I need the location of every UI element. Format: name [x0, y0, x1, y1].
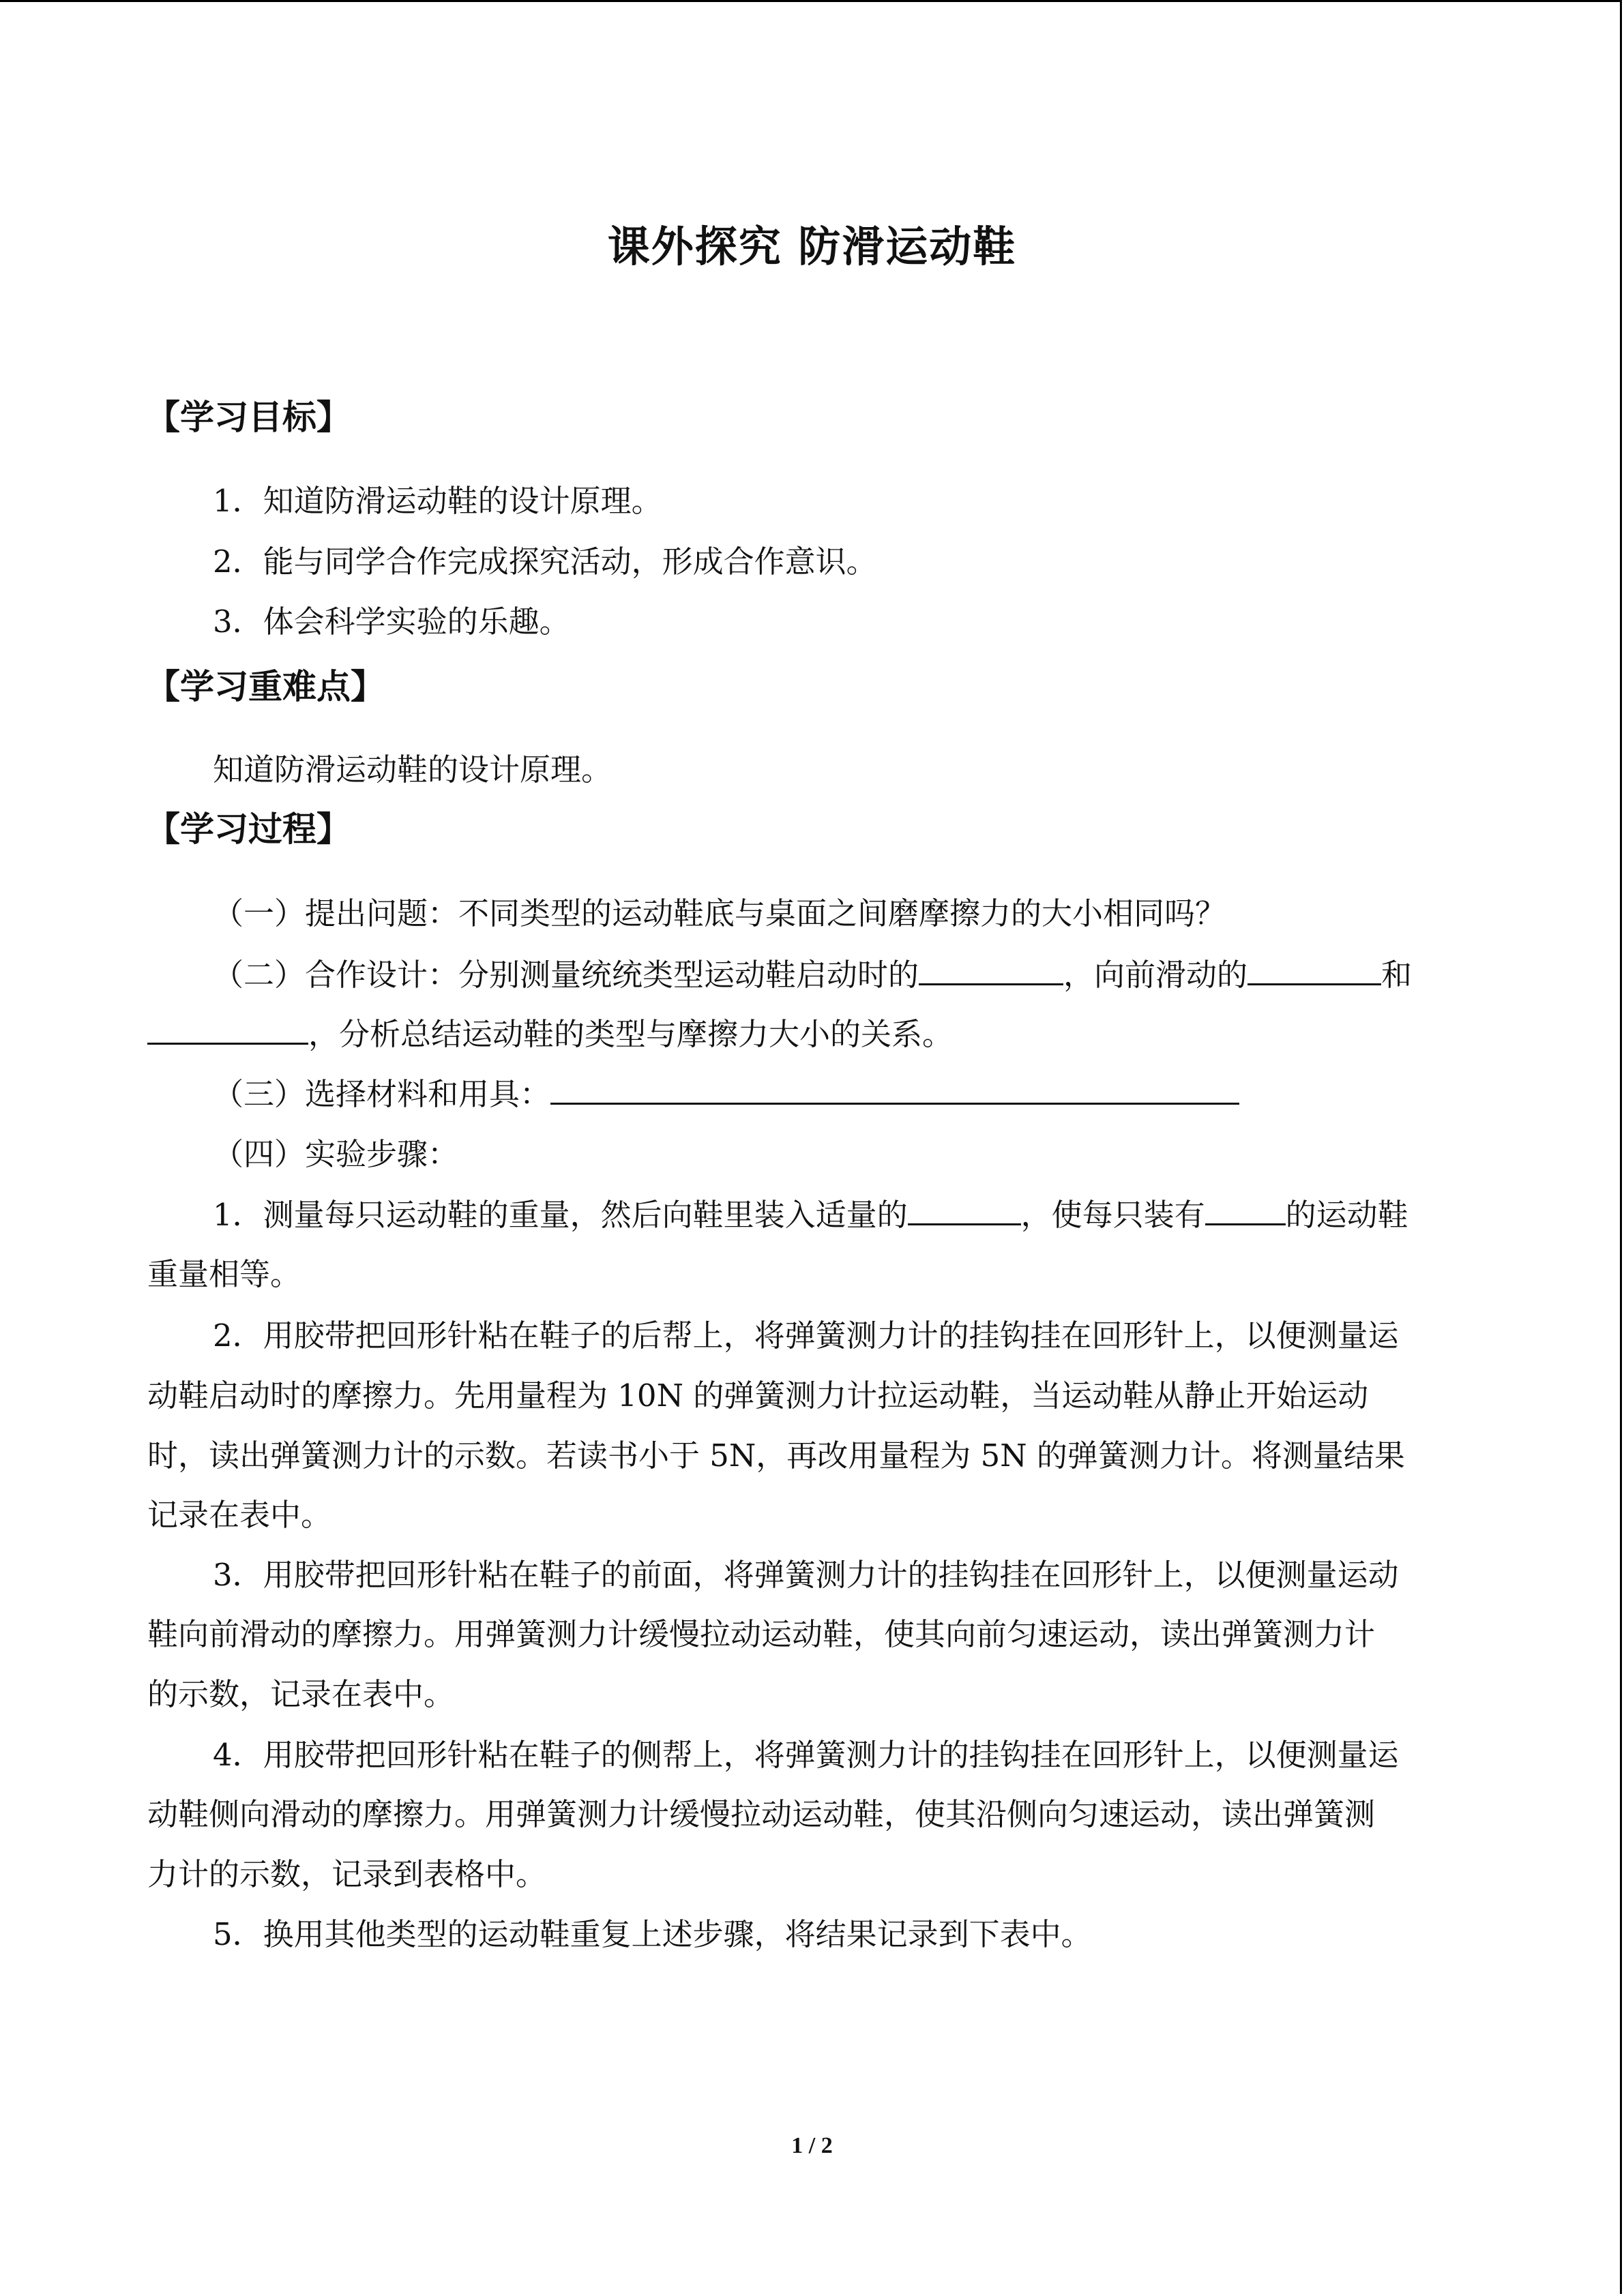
question-2-text-d: ，分析总结运动鞋的类型与摩擦力大小的关系。	[308, 1016, 954, 1052]
question-2-line-2	[147, 1009, 953, 1054]
section-heading-process: 【学习过程】	[146, 809, 351, 849]
question-3-text: （三）选择材料和用具：	[213, 1076, 551, 1112]
question-2-text-b: ，向前滑动的	[1063, 957, 1248, 993]
question-3	[213, 1069, 1239, 1114]
step-1-text-c: 的运动鞋	[1285, 1197, 1408, 1233]
step-3-line-1: 3．用胶带把回形针粘在鞋子的前面，将弹簧测力计的挂钩挂在回形针上，以便测量运动	[213, 1557, 1399, 1593]
step-1-line-1	[213, 1190, 1408, 1234]
fill-blank-start-friction[interactable]	[919, 952, 1063, 985]
fill-blank-content[interactable]	[1205, 1192, 1286, 1225]
step-1-text-b: ，使每只装有	[1020, 1197, 1205, 1233]
fill-blank-forward-friction[interactable]	[1247, 952, 1381, 985]
step-2-line-4: 记录在表中。	[147, 1497, 332, 1533]
section-heading-goals: 【学习目标】	[146, 398, 351, 437]
step-5: 5．换用其他类型的运动鞋重复上述步骤，将结果记录到下表中。	[213, 1916, 1092, 1952]
step-4-line-2: 动鞋侧向滑动的摩擦力。用弹簧测力计缓慢拉动运动鞋，使其沿侧向匀速运动，读出弹簧测	[147, 1796, 1376, 1832]
question-2-text-c: 和	[1381, 957, 1413, 993]
fill-blank-materials[interactable]	[550, 1071, 1239, 1105]
fill-blank-side-friction[interactable]	[147, 1011, 308, 1045]
goal-item-2: 2．能与同学合作完成探究活动，形成合作意识。	[213, 543, 877, 580]
step-4-line-3: 力计的示数，记录到表格中。	[147, 1856, 547, 1892]
question-2-text-a: （二）合作设计：分别测量统统类型运动鞋启动时的	[213, 957, 919, 993]
step-1-text-a: 1．测量每只运动鞋的重量，然后向鞋里装入适量的	[213, 1197, 908, 1233]
page-number: 1 / 2	[791, 2133, 833, 2158]
goal-item-3: 3．体会科学实验的乐趣。	[213, 603, 570, 640]
step-3-line-3: 的示数，记录在表中。	[147, 1676, 455, 1712]
step-2-line-2: 动鞋启动时的摩擦力。先用量程为 10N 的弹簧测力计拉运动鞋，当运动鞋从静止开始运动	[147, 1377, 1369, 1414]
section-heading-key-points: 【学习重难点】	[146, 667, 385, 706]
question-4: （四）实验步骤：	[213, 1136, 459, 1172]
question-2-line-1	[213, 950, 1412, 994]
step-2-line-1: 2．用胶带把回形针粘在鞋子的后帮上，将弹簧测力计的挂钩挂在回形针上，以便测量运	[213, 1317, 1399, 1354]
goal-item-1: 1．知道防滑运动鞋的设计原理。	[213, 483, 662, 519]
fill-blank-filler[interactable]	[908, 1192, 1021, 1225]
question-1: （一）提出问题：不同类型的运动鞋底与桌面之间磨摩擦力的大小相同吗？	[213, 895, 1226, 931]
key-points-text: 知道防滑运动鞋的设计原理。	[213, 751, 612, 788]
step-1-line-2: 重量相等。	[147, 1256, 301, 1292]
step-3-line-2: 鞋向前滑动的摩擦力。用弹簧测力计缓慢拉动运动鞋，使其向前匀速运动，读出弹簧测力计	[147, 1616, 1376, 1652]
step-2-line-3: 时，读出弹簧测力计的示数。若读书小于 5N，再改用量程为 5N 的弹簧测力计。将测量结果	[147, 1437, 1405, 1474]
document-title: 课外探究 防滑运动鞋	[607, 222, 1017, 271]
step-4-line-1: 4．用胶带把回形针粘在鞋子的侧帮上，将弹簧测力计的挂钩挂在回形针上，以便测量运	[213, 1737, 1399, 1773]
